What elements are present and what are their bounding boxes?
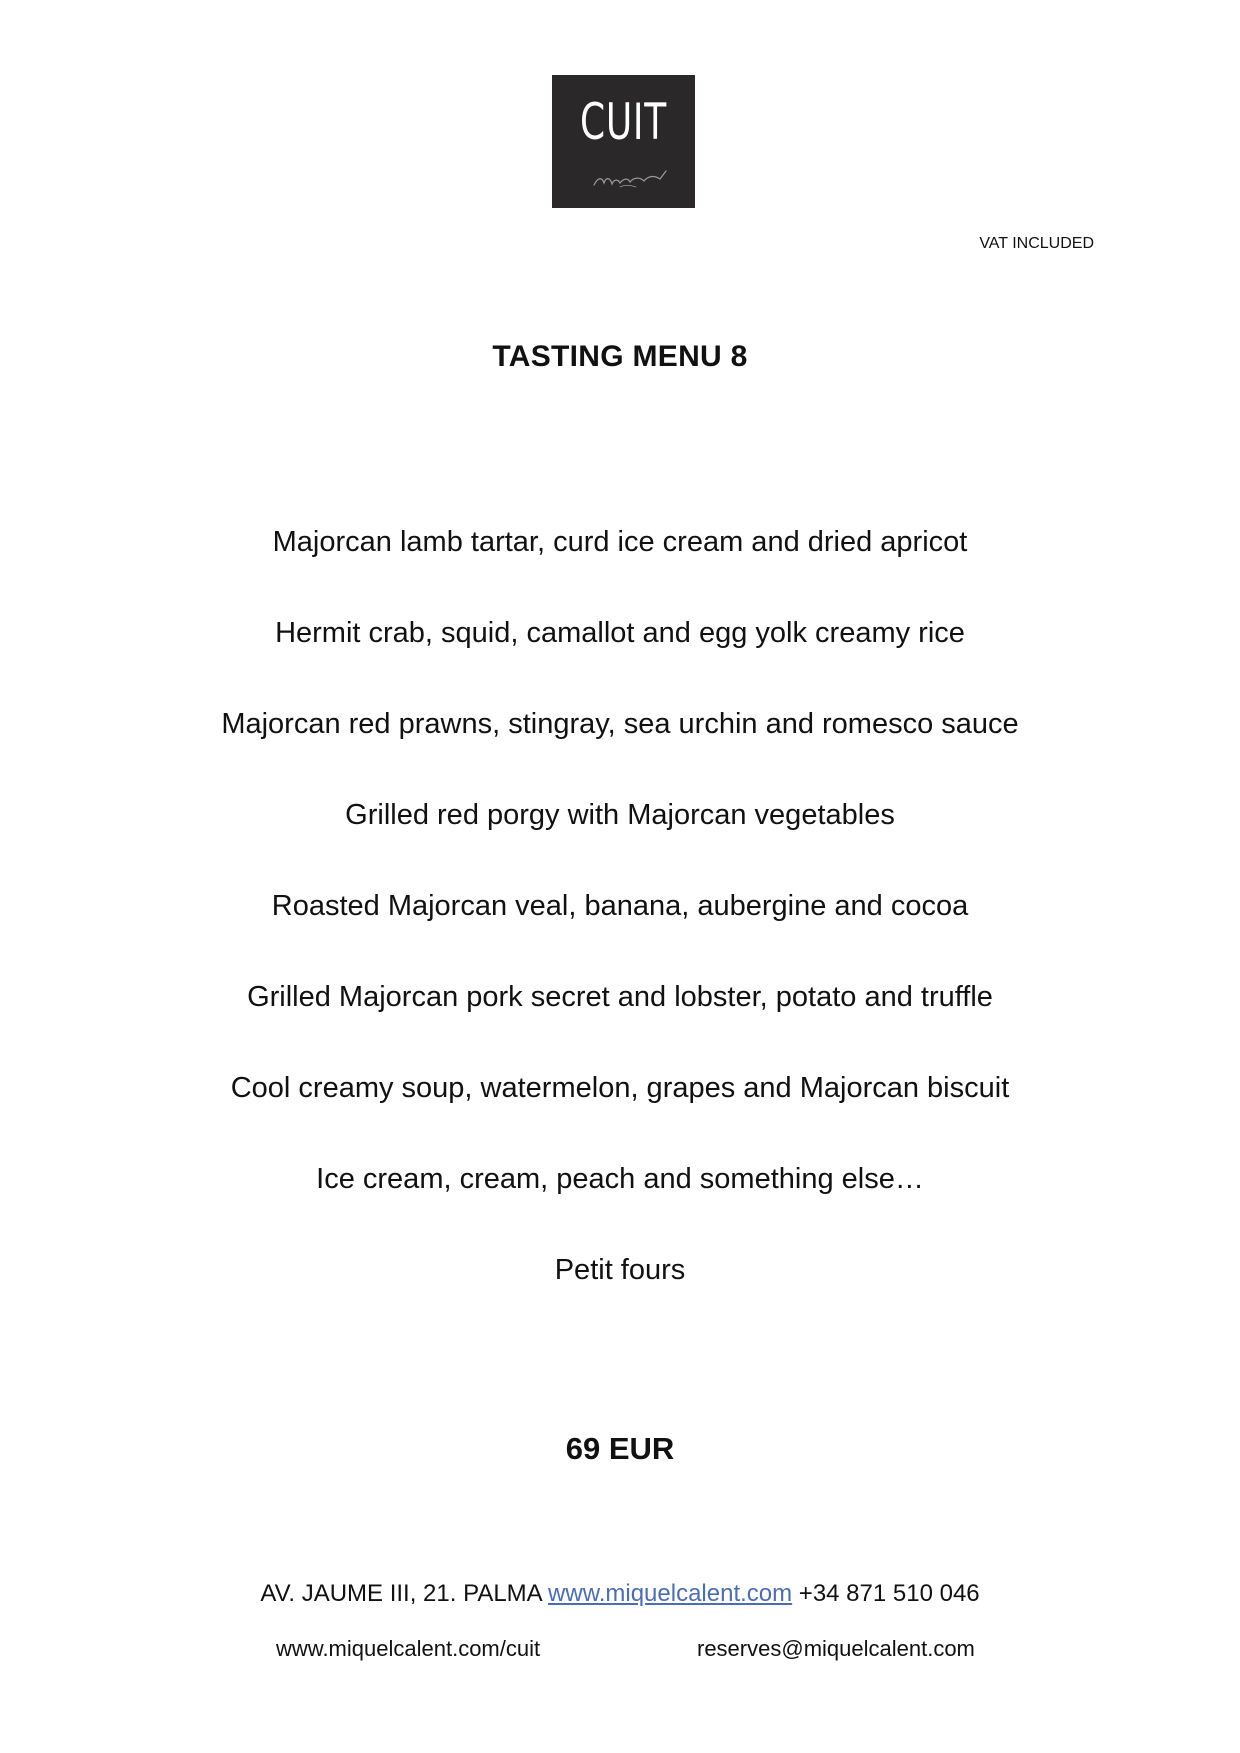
dish-item: Grilled red porgy with Majorcan vegetables xyxy=(345,799,895,831)
dish-item: Hermit crab, squid, camallot and egg yolk creamy rice xyxy=(275,617,965,649)
footer-email: reserves@miquelcalent.com xyxy=(697,1636,975,1661)
dish-item: Majorcan red prawns, stingray, sea urchin and romesco sauce xyxy=(221,708,1019,740)
menu-title: TASTING MENU 8 xyxy=(492,340,748,373)
footer-contact-line xyxy=(0,1580,1240,1608)
footer-cuit-website: www.miquelcalent.com/cuit xyxy=(276,1636,541,1661)
website-link[interactable]: www.miquelcalent.com xyxy=(548,1580,793,1607)
dish-list xyxy=(0,520,1240,1339)
footer-phone: +34 871 510 046 xyxy=(798,1580,980,1607)
logo-wordmark: CUIT xyxy=(580,93,667,151)
cuit-logo xyxy=(552,75,695,208)
dish-item: Cool creamy soup, watermelon, grapes and Majorcan biscuit xyxy=(230,1072,1010,1104)
menu-price: 69 EUR xyxy=(565,1431,675,1466)
dish-item: Majorcan lamb tartar, curd ice cream and dried apricot xyxy=(272,526,968,558)
dish-item: Ice cream, cream, peach and something else… xyxy=(316,1163,924,1195)
dish-item: Grilled Majorcan pork secret and lobster, potato and truffle xyxy=(247,981,993,1013)
vat-note: VAT INCLUDED xyxy=(979,235,1094,252)
footer-address: AV. JAUME III, 21. PALMA xyxy=(260,1580,542,1607)
dish-item: Petit fours xyxy=(554,1254,686,1286)
dish-item: Roasted Majorcan veal, banana, aubergine and cocoa xyxy=(271,890,969,922)
logo-signature xyxy=(590,163,670,193)
